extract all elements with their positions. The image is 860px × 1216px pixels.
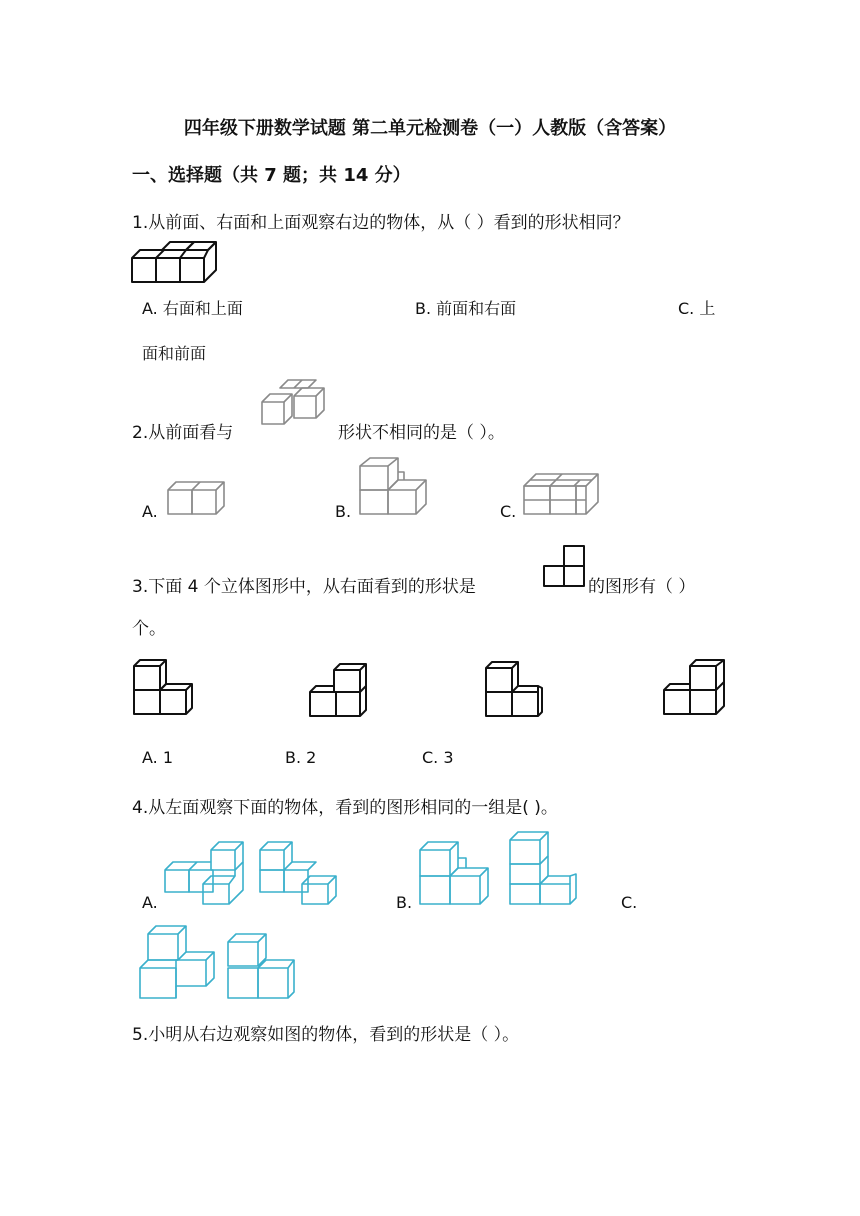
q4-option-c-figure-1 [138, 924, 218, 1002]
q4-option-a[interactable]: A. [142, 893, 158, 912]
q1-cube-figure [130, 238, 220, 286]
q1-option-a[interactable]: A. 右面和上面 [142, 299, 243, 318]
question-4-text: 4.从左面观察下面的物体，看到的图形相同的一组是( )。 [132, 798, 558, 818]
question-5-text: 5.小明从右边观察如图的物体，看到的形状是（ ）。 [132, 1025, 520, 1045]
question-2-text-end: 形状不相同的是（ ）。 [338, 423, 505, 443]
q3-option-c[interactable]: C. 3 [422, 748, 454, 767]
q2-option-a[interactable]: A. [142, 502, 158, 521]
q3-right-view-figure [542, 544, 586, 588]
document-title: 四年级下册数学试题 第二单元检测卷（一）人教版（含答案） [183, 118, 677, 139]
q4-option-c[interactable]: C. [621, 893, 638, 912]
question-3-text-end: 的图形有（ ） [588, 577, 696, 597]
q2-option-c[interactable]: C. [500, 502, 517, 521]
q1-option-c-continued: 面和前面 [142, 344, 207, 363]
q2-option-a-figure [166, 480, 228, 516]
q3-figure-4 [662, 658, 728, 718]
question-1-text: 1.从前面、右面和上面观察右边的物体，从（ ）看到的形状相同？ [132, 213, 630, 233]
q2-reference-figure [260, 378, 336, 434]
question-2-text-start: 2.从前面看与 [132, 423, 234, 443]
question-3-text-line2: 个。 [132, 619, 166, 639]
q4-option-b-figure-2 [508, 830, 578, 908]
section-heading: 一、选择题（共 7 题；共 14 分） [132, 165, 411, 186]
q4-option-c-figure-2 [226, 930, 298, 1002]
question-3-text-start: 3.下面 4 个立体图形中，从右面看到的形状是 [132, 577, 476, 597]
q4-option-a-figure-1 [163, 840, 247, 908]
q3-option-a[interactable]: A. 1 [142, 748, 174, 767]
q1-option-b[interactable]: B. 前面和右面 [415, 299, 517, 318]
q2-option-b-figure [358, 456, 430, 518]
q4-option-a-figure-2 [258, 840, 342, 908]
q1-option-c[interactable]: C. 上 [678, 299, 716, 318]
q3-option-b[interactable]: B. 2 [285, 748, 317, 767]
q3-figure-2 [308, 662, 370, 718]
q2-option-c-figure [522, 470, 602, 518]
q3-figure-1 [132, 658, 194, 718]
q4-option-b-figure-1 [418, 840, 496, 908]
q4-option-b[interactable]: B. [396, 893, 413, 912]
q2-option-b[interactable]: B. [335, 502, 352, 521]
q3-figure-3 [484, 660, 546, 718]
